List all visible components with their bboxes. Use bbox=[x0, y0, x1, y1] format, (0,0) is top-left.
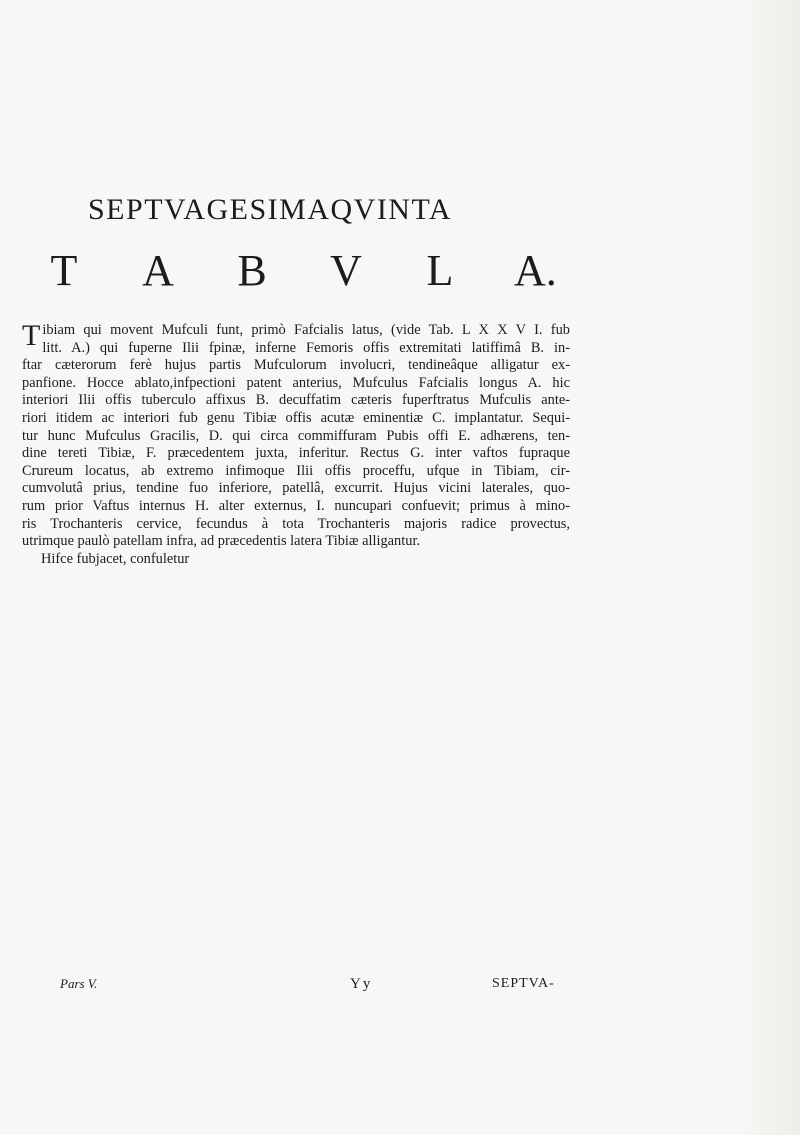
tabula-letter: T bbox=[50, 246, 78, 295]
tabula-letter: L bbox=[426, 246, 454, 295]
body-line: ftar cæterorum ferè hujus partis Mufculorum involucri, tendineâque alligatur ex- bbox=[22, 357, 570, 374]
tabula-letter: A. bbox=[514, 246, 557, 295]
body-line: utrimque paulò patellam infra, ad præcedentis latera Tibiæ alligantur. bbox=[22, 533, 421, 550]
body-line: panfione. Hocce ablato,infpectioni patent anterius, Mufculus Fafcialis longus A. hic bbox=[22, 374, 570, 391]
footer-part-label: Pars V. bbox=[60, 976, 98, 991]
body-line: litt. A.) qui fuperne Ilii fpinæ, inferne Femoris offis extremitati latiffimâ B. in- bbox=[42, 339, 570, 356]
body-line: tur hunc Mufculus Gracilis, D. qui circa commiffuram Pubis offi E. adhærens, ten- bbox=[22, 427, 570, 444]
footer-signature: Yy bbox=[350, 976, 373, 992]
tabula-letter: V bbox=[330, 246, 362, 295]
body-line: Crureum locatus, ab extremo infimoque Ilii offis proceffu, ufque in Tibiam, cir- bbox=[22, 462, 570, 479]
body-paragraph bbox=[22, 319, 570, 568]
tabula-letter: B bbox=[237, 246, 267, 295]
body-line: interiori Ilii offis tuberculo affixus B. decuffatim cæteris fuperftratus Mufculis ante- bbox=[22, 392, 570, 409]
tabula-title bbox=[44, 245, 557, 295]
body-line: ris Trochanteris cervice, fecundus à tota Trochanteris majoris radice provectus, bbox=[22, 515, 570, 532]
body-line: Hifce fubjacet, confuletur bbox=[41, 550, 190, 567]
tabula-letter: A bbox=[142, 246, 174, 295]
plate-heading: SEPTVAGESIMAQVINTA bbox=[88, 193, 453, 226]
body-line: rum prior Vaftus internus H. alter externus, I. nuncupari confuevit; primus à mino- bbox=[22, 497, 570, 514]
footer-catchword: SEPTVA- bbox=[492, 976, 555, 991]
body-line: cumvolutâ prius, tendine fuo inferiore, patellâ, excurrit. Hujus vicini laterales, quo- bbox=[22, 480, 570, 497]
body-line: dine tereti Tibiæ, F. præcedentem juxta, inferitur. Rectus G. inter vaftos fupraque bbox=[22, 445, 570, 462]
body-line: riori itidem ac interiori fub genu Tibiæ offis acutæ eminentiæ C. implantatur. Sequi- bbox=[22, 409, 570, 426]
body-line: ibiam qui movent Mufculi funt, primò Fafcialis latus, (vide Tab. L X X V I. fub bbox=[42, 322, 570, 338]
drop-cap: T bbox=[22, 319, 41, 352]
